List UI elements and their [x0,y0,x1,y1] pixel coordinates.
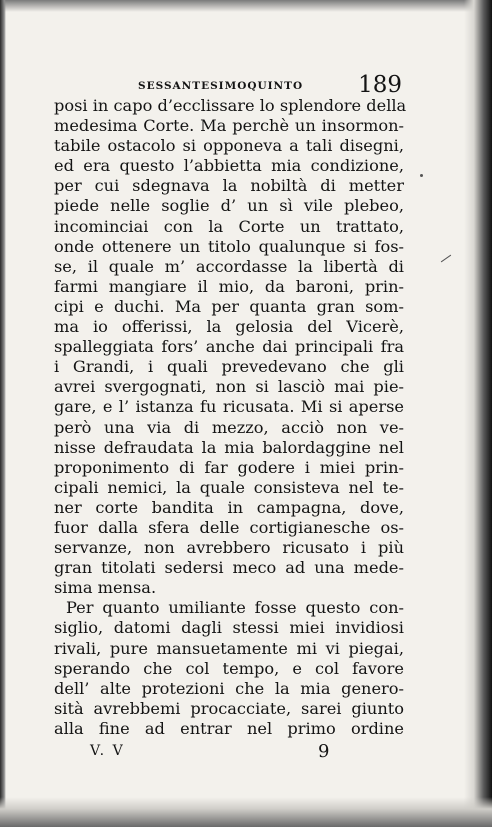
text-line: proponimento di far godere i miei prin- [54,457,404,477]
text-line: Per quanto umiliante fosse questo con- [66,598,404,618]
text-line: medesima Corte. Ma perchè un insormon- [54,116,404,136]
text-line: onde ottenere un titolo qualunque si fos- [54,236,404,256]
text-line: alla fine ad entrar nel primo ordine [54,718,404,738]
text-line: ed era questo l’abbietta mia condizione, [54,156,404,176]
text-line: nisse defraudata la mia balordaggine nel [54,437,404,457]
text-line: gran titolati sedersi meco ad una mede- [54,558,404,578]
text-line: siglio, datomi dagli stessi miei invidiosi [54,618,404,638]
text-line: spalleggiata fors’ anche dai principali fra [54,337,404,357]
text-line: dell’ alte protezioni che la mia genero- [54,678,404,698]
page-edge-left [0,0,6,827]
text-line: per cui sdegnava la nobiltà di metter [54,176,404,196]
text-line: posi in capo d’ecclissare lo splendore della [54,96,407,115]
text-line: incominciai con la Corte un trattato, [54,216,404,236]
paragraph-1 [54,96,407,598]
text-line: servanze, non avrebbero ricusato i più [54,538,404,558]
text-line: cipi e duchi. Ma per quanta gran som- [54,296,404,316]
margin-mark [420,174,423,177]
text-line: gare, e l’ istanza fu ricusata. Mi si aperse [54,397,404,417]
text-line: sima mensa. [54,578,157,598]
page-number: 189 [358,72,402,98]
text-line: rivali, pure mansuetamente mi vi piegai, [54,638,404,658]
text-line: i Grandi, i quali prevedevano che gli [54,357,404,377]
running-title: SESSANTESIMOQUINTO [138,80,304,92]
page-edge-right [464,0,492,827]
text-line: sperando che col tempo, e col favore [54,658,404,678]
text-line: ma io offerissi, la gelosia del Vicerè, [54,317,404,337]
running-head [54,72,404,98]
gathering-number: 9 [318,741,330,762]
text-line: però una via di mezzo, acciò non ve- [54,417,404,437]
text-line: farmi mangiare il mio, da baroni, prin- [54,276,404,296]
text-line: se, il quale m’ accordasse la libertà di [54,256,404,276]
page-footer [54,743,404,769]
text-line: sità avrebbemi procacciate, sarei giunto [54,698,404,718]
text-body [54,96,407,739]
text-line: ner corte bandita in campagna, dove, [54,497,404,517]
text-line: tabile ostacolo si opponeva a tali disegni, [54,136,404,156]
signature-mark: V. V [90,743,125,759]
text-line: avrei svergognati, non si lasciò mai pie- [54,377,404,397]
paragraph-2 [54,598,404,739]
text-line: fuor dalla sfera delle cortigianesche os- [54,517,404,537]
page-edge-bottom [0,797,492,827]
margin-mark [441,255,451,263]
text-line: piede nelle soglie d’ un sì vile plebeo, [54,196,404,216]
text-line: cipali nemici, la quale consisteva nel te- [54,477,404,497]
page-edge-top [0,0,492,12]
book-page [54,72,407,769]
